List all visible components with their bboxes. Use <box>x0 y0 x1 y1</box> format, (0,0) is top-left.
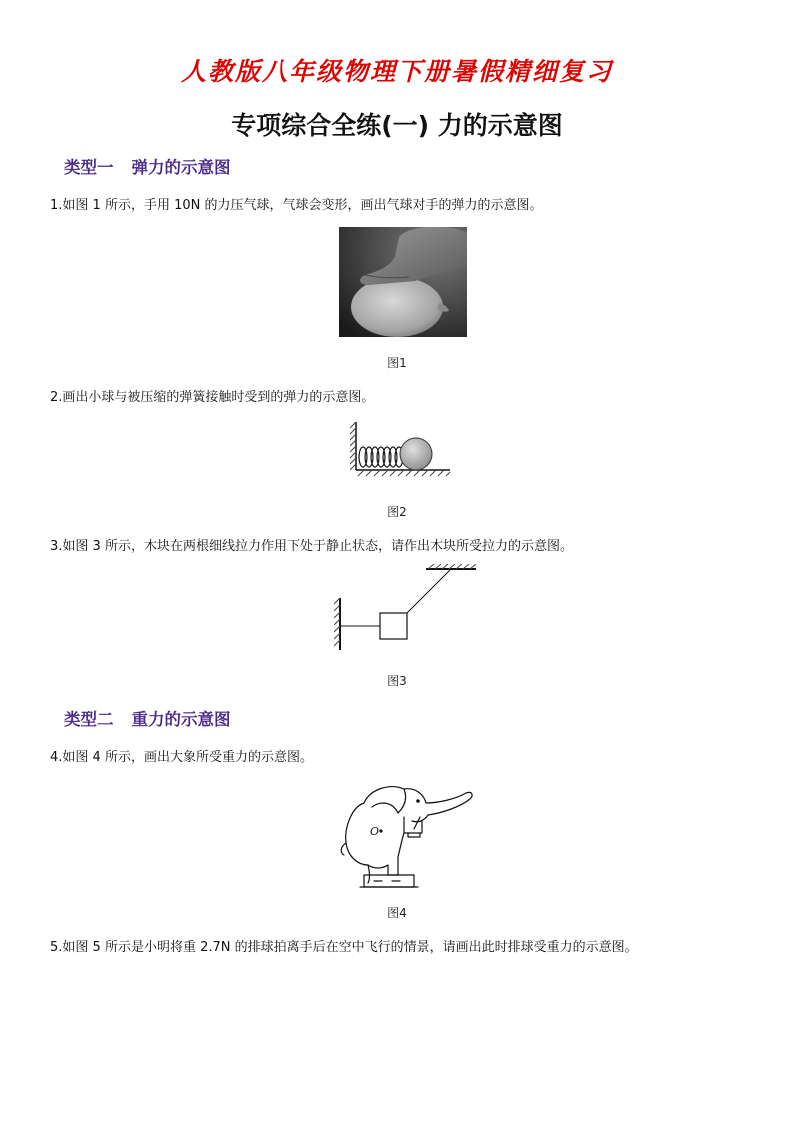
figure-3-block-strings <box>334 564 480 652</box>
figure-1-balloon-photo <box>339 227 467 337</box>
question-number: 5. <box>50 940 63 955</box>
question-5 <box>50 936 638 955</box>
question-number: 3. <box>50 539 63 554</box>
question-text: 如图 3 所示，木块在两根细线拉力作用下处于静止状态，请作出木块所受拉力的示意图。 <box>62 539 573 554</box>
figure-2-caption: 图2 <box>387 505 407 519</box>
figure-1-caption: 图1 <box>387 356 407 370</box>
figure-4-caption: 图4 <box>387 906 407 920</box>
question-4 <box>50 746 313 765</box>
section-name: 弹力的示意图 <box>131 158 231 177</box>
section-label: 类型一 <box>64 158 114 177</box>
section-heading-1 <box>64 154 231 178</box>
question-text: 如图 1 所示，手用 10N 的力压气球，气球会变形，画出气球对手的弹力的示意图。 <box>62 198 543 213</box>
section-label: 类型二 <box>64 710 114 729</box>
figure-4-point-label: O <box>370 825 380 838</box>
figure-2-spring-ball <box>350 420 454 478</box>
question-text: 画出小球与被压缩的弹簧接触时受到的弹力的示意图。 <box>62 390 375 405</box>
question-text: 如图 5 所示是小明将重 2.7N 的排球拍离手后在空中飞行的情景，请画出此时排球受重力的示意图。 <box>62 940 638 955</box>
question-3 <box>50 535 573 554</box>
banner-title: 人教版八年级物理下册暑假精细复习 <box>180 57 613 86</box>
center-of-gravity-dot <box>379 829 382 832</box>
question-number: 4. <box>50 750 63 765</box>
section-name: 重力的示意图 <box>131 710 231 729</box>
figure-3-caption: 图3 <box>387 674 407 688</box>
section-heading-2 <box>64 706 231 730</box>
figure-4-elephant <box>334 777 474 893</box>
page-title: 专项综合全练(一) 力的示意图 <box>231 111 563 140</box>
question-number: 1. <box>50 198 63 213</box>
question-text: 如图 4 所示，画出大象所受重力的示意图。 <box>62 750 313 765</box>
question-2 <box>50 386 374 405</box>
question-1 <box>50 194 542 213</box>
question-number: 2. <box>50 390 63 405</box>
